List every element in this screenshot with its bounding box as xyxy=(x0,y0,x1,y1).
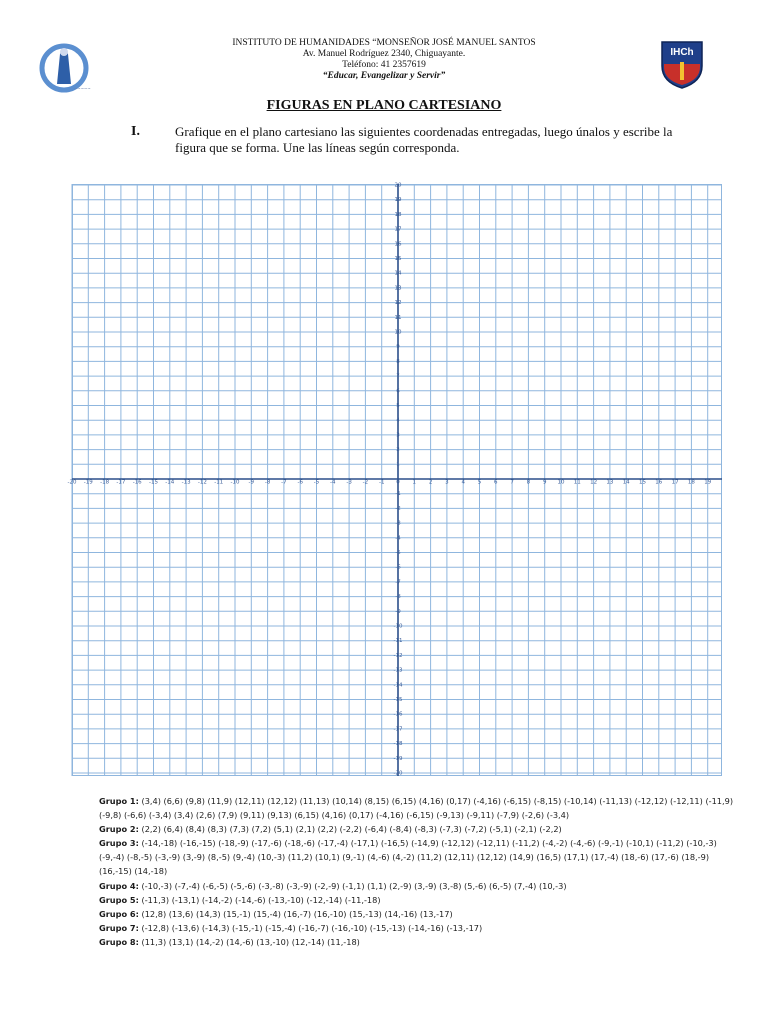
y-tick-label: -17 xyxy=(393,726,403,733)
x-tick-label: -6 xyxy=(297,479,303,486)
cartesian-plane xyxy=(67,182,722,777)
y-tick-label: -13 xyxy=(393,667,403,674)
y-tick-label: -7 xyxy=(395,579,401,586)
institution-name: INSTITUTO DE HUMANIDADES “MONSEÑOR JOSÉ MANUEL SANTOS xyxy=(232,38,536,48)
y-tick-label: 17 xyxy=(394,226,402,233)
y-tick-label: 4 xyxy=(396,417,400,424)
x-tick-label: -12 xyxy=(197,479,207,486)
section-number: I. xyxy=(131,124,140,139)
x-tick-label: -15 xyxy=(149,479,158,486)
x-tick-label: 12 xyxy=(590,479,598,486)
x-tick-label: -3 xyxy=(346,479,352,486)
y-tick-label: -18 xyxy=(393,741,403,748)
crest-text: IHCh xyxy=(670,47,694,58)
x-tick-label: -5 xyxy=(313,479,320,486)
x-tick-label: 19 xyxy=(704,479,712,486)
x-tick-label: 17 xyxy=(671,479,679,486)
crest-icon xyxy=(660,40,704,90)
institution-motto: “Educar, Evangelizar y Servir” xyxy=(322,71,446,81)
group-4: Grupo 4: (-10,-3) (-7,-4) (-6,-5) (-5,-6) (-3,-8) (-3,-9) (-2,-9) (-1,1) (1,1) (2,-9) (3,-9) (3,-8) (5,-6) (6,-5) (7,-4) (10,-3) xyxy=(99,880,567,891)
y-tick-label: 20 xyxy=(394,182,402,189)
coordinate-groups xyxy=(99,794,739,949)
x-tick-label: 5 xyxy=(477,479,482,486)
x-tick-label: -7 xyxy=(281,479,287,486)
y-tick-label: 8 xyxy=(396,358,400,365)
y-tick-label: 1 xyxy=(396,461,400,468)
x-tick-label: 15 xyxy=(639,479,646,486)
x-tick-label: 16 xyxy=(655,479,663,486)
y-tick-label: 11 xyxy=(394,314,402,321)
group-5: Grupo 5: (-11,3) (-13,1) (-14,-2) (-14,-6) (-13,-10) (-12,-14) (-11,-18) xyxy=(99,894,381,905)
y-tick-label: 3 xyxy=(396,432,400,439)
y-tick-label: 9 xyxy=(396,344,400,351)
x-tick-label: -13 xyxy=(181,479,191,486)
y-tick-label: -20 xyxy=(393,770,403,777)
group-1: Grupo 1: (3,4) (6,6) (9,8) (11,9) (12,11) (12,12) (11,13) (10,14) (8,15) (6,15) (4,16) (0,17) (-4,16) (-6,15) (-8,15) (-10,14) (-11,13) (-12,12) (-12,11) (-11,9) (-9,8) (-6,6) (-3,4) (3,4) (2,6) (7,9) (9,11) (9,13) (6,15) (4,16) (0,17) (-4,16) (-6,15) (-9,13) (-9,11) (-7,9) (-2,6) (-3,4) xyxy=(99,796,734,821)
y-tick-label: -10 xyxy=(393,623,403,630)
page-title: FIGURAS EN PLANO CARTESIANO xyxy=(266,98,502,113)
group-8: Grupo 8: (11,3) (13,1) (14,-2) (14,-6) (13,-10) (12,-14) (11,-18) xyxy=(99,936,360,947)
x-tick-label: -10 xyxy=(230,479,240,486)
y-tick-label: -2 xyxy=(395,505,401,512)
x-tick-label: -18 xyxy=(100,479,110,486)
y-tick-label: -1 xyxy=(395,491,401,498)
x-tick-label: 9 xyxy=(542,479,547,486)
y-tick-label: -11 xyxy=(393,638,403,645)
x-tick-label: 3 xyxy=(445,479,449,486)
y-tick-label: -14 xyxy=(393,682,403,689)
x-tick-label: -17 xyxy=(116,479,126,486)
x-tick-label: 18 xyxy=(687,479,695,486)
x-tick-label: 11 xyxy=(573,479,581,486)
x-tick-label: 6 xyxy=(494,479,498,486)
y-tick-label: -5 xyxy=(395,550,401,556)
x-tick-label: 10 xyxy=(557,479,565,486)
y-tick-label: -6 xyxy=(395,564,401,571)
y-tick-label: -19 xyxy=(393,755,403,762)
y-tick-label: 12 xyxy=(394,300,402,307)
instructions-text: Grafique en el plano cartesiano las siguientes coordenadas entregadas, luego únalos y escribe la figura que se forma. Une las líneas según corresponda. xyxy=(175,124,673,155)
y-tick-label: 13 xyxy=(394,285,402,292)
institution-phone: Teléfono: 41 2357619 xyxy=(342,60,426,70)
x-tick-label: 0 xyxy=(396,479,400,486)
x-tick-label: 1 xyxy=(412,479,417,486)
x-tick-label: 8 xyxy=(526,479,531,486)
institution-address: Av. Manuel Rodríguez 2340, Chiguayante. xyxy=(302,49,466,59)
x-tick-label: -14 xyxy=(165,479,175,486)
x-tick-label: -11 xyxy=(214,479,224,486)
group-6: Grupo 6: (12,8) (13,6) (14,3) (15,-1) (15,-4) (16,-7) (16,-10) (15,-13) (14,-16) (13,-17) xyxy=(99,908,453,919)
x-tick-label: 2 xyxy=(428,479,433,486)
svg-text:~~~~~: ~~~~~ xyxy=(74,86,91,91)
y-tick-label: 16 xyxy=(394,241,402,248)
group-7: Grupo 7: (-12,8) (-13,6) (-14,3) (-15,-1) (-15,-4) (-16,-7) (-16,-10) (-15,-13) (-14,-16) (-13,-17) xyxy=(99,922,483,933)
x-tick-label: -2 xyxy=(362,479,369,486)
x-tick-label: 13 xyxy=(606,479,614,486)
y-tick-label: 14 xyxy=(394,270,402,277)
y-tick-label: 18 xyxy=(394,211,402,218)
y-tick-label: -8 xyxy=(395,594,401,601)
x-tick-label: -20 xyxy=(67,479,77,486)
x-tick-label: 4 xyxy=(461,479,465,486)
y-tick-label: 2 xyxy=(396,447,400,454)
y-tick-label: -3 xyxy=(395,520,401,527)
group-3: Grupo 3: (-14,-18) (-16,-15) (-18,-9) (-17,-6) (-18,-6) (-17,-4) (-17,1) (-16,5) (-14,9) (-12,12) (-12,11) (-11,2) (-4,-2) (-4,-6) (-9,-1) (-10,1) (-11,2) (-10,-3) (-9,-4) (-8,-5) (-3,-9) (3,-9) (8,-5) (9,-4) (10,-3) (11,2) (10,1) (9,-1) (4,-6) (4,-2) (11,2) (12,11) (12,12) (14,9) (16,5) (17,1) (17,-4) (18,-6) (17,-6) (18,-9) (16,-15) (14,-18) xyxy=(99,838,717,877)
x-tick-label: -16 xyxy=(132,479,142,486)
y-tick-label: -15 xyxy=(393,697,403,703)
x-tick-label: -1 xyxy=(378,479,385,486)
x-tick-label: -19 xyxy=(83,479,93,486)
y-tick-label: -16 xyxy=(393,711,403,718)
y-tick-label: 7 xyxy=(396,373,400,380)
x-tick-label: -4 xyxy=(330,479,336,486)
letterhead xyxy=(0,38,768,82)
x-tick-label: 14 xyxy=(622,479,630,486)
x-tick-label: -8 xyxy=(264,479,271,486)
x-tick-label: -9 xyxy=(248,479,255,486)
y-tick-label: 5 xyxy=(396,403,400,409)
y-tick-label: -4 xyxy=(395,535,401,542)
cartesian-grid xyxy=(67,182,722,777)
y-tick-label: 6 xyxy=(396,388,400,395)
y-tick-label: -12 xyxy=(393,652,403,659)
y-tick-label: 15 xyxy=(394,256,402,262)
x-tick-label: 7 xyxy=(510,479,514,486)
y-tick-label: 19 xyxy=(394,197,402,204)
group-2: Grupo 2: (2,2) (6,4) (8,4) (8,3) (7,3) (7,2) (5,1) (2,1) (2,2) (-2,2) (-6,4) (-8,4) (-8,3) (-7,3) (-7,2) (-5,1) (-2,1) (-2,2) xyxy=(99,824,562,835)
y-tick-label: 10 xyxy=(394,329,402,336)
y-tick-label: -9 xyxy=(395,608,401,615)
